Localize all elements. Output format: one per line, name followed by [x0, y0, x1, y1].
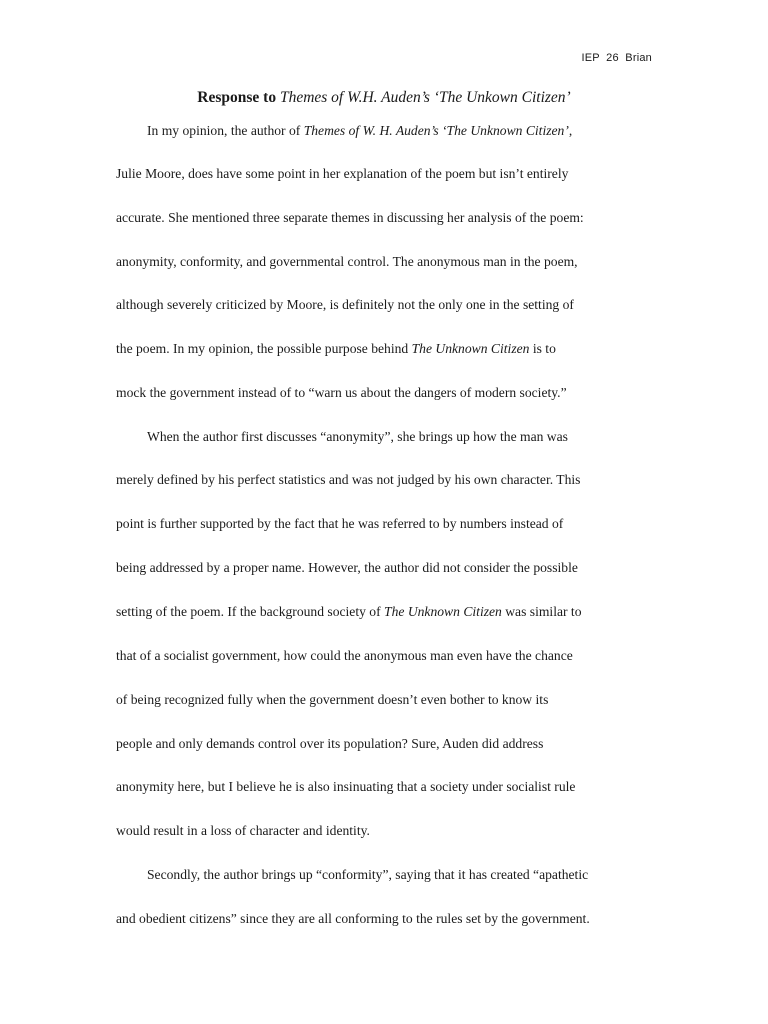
body-line: would result in a loss of character and identity. — [116, 823, 370, 838]
document-title — [0, 89, 768, 107]
body-line: mock the government instead of to “warn us about the dangers of modern society.” — [116, 385, 567, 400]
body-line: and obedient citizens” since they are all conforming to the rules set by the government. — [116, 911, 590, 926]
body-line: being addressed by a proper name. However, the author did not consider the possible — [116, 560, 578, 575]
body-line: of being recognized fully when the government doesn’t even bother to know its — [116, 692, 549, 707]
body-line: Secondly, the author brings up “conformity”, saying that it has created “apathetic — [147, 867, 589, 882]
body-line: setting of the poem. If the background society of The Unknown Citizen was similar to — [116, 604, 582, 619]
body-line: the poem. In my opinion, the possible purpose behind The Unknown Citizen is to — [116, 341, 556, 356]
body-line: Julie Moore, does have some point in her explanation of the poem but isn’t entirely — [116, 166, 569, 181]
body-line: point is further supported by the fact that he was referred to by numbers instead of — [116, 516, 564, 531]
body-line: that of a socialist government, how could the anonymous man even have the chance — [116, 648, 573, 663]
body-line: In my opinion, the author of Themes of W. H. Auden’s ‘The Unknown Citizen’, — [147, 123, 573, 138]
body-line: When the author first discusses “anonymity”, she brings up how the man was — [147, 429, 568, 444]
body-line: accurate. She mentioned three separate themes in discussing her analysis of the poem: — [116, 210, 584, 225]
title-prefix: Response to — [197, 89, 277, 106]
body-line: merely defined by his perfect statistics and was not judged by his own character. This — [116, 472, 581, 487]
title-italic: Themes of W.H. Auden’s ‘The Unkown Citizen’ — [279, 89, 571, 106]
body-line: anonymity, conformity, and governmental control. The anonymous man in the poem, — [116, 254, 578, 269]
body-line: although severely criticized by Moore, is definitely not the only one in the setting of — [116, 297, 574, 312]
body-line: people and only demands control over its population? Sure, Auden did address — [116, 736, 544, 751]
page-header: IEP 26 Brian — [581, 52, 652, 64]
body-line: anonymity here, but I believe he is also insinuating that a society under socialist rule — [116, 779, 576, 794]
